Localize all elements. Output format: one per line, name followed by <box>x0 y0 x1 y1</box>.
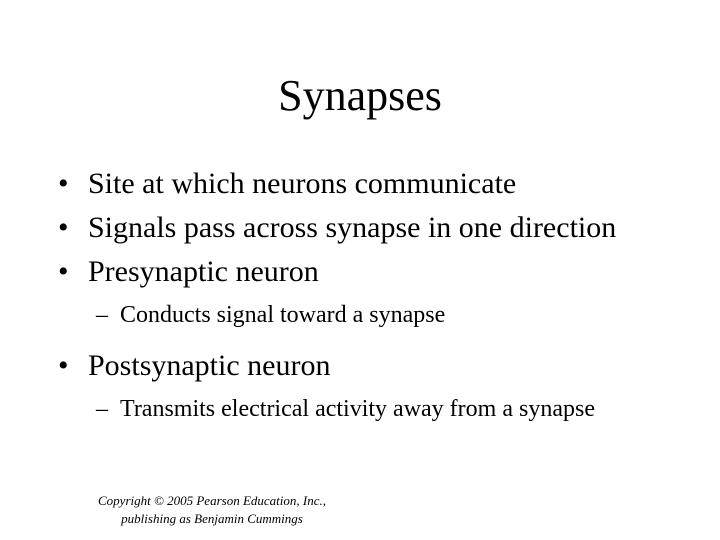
bullet-text: Postsynaptic neuron <box>88 349 331 382</box>
bullet-text: Site at which neurons communicate <box>88 167 517 200</box>
bullet-text: Signals pass across synapse in one direction <box>88 211 617 244</box>
bullet-marker: • <box>58 349 69 382</box>
slide-title: Synapses <box>278 71 442 120</box>
bullet-text: Presynaptic neuron <box>88 255 319 288</box>
sub-bullet-marker: – <box>96 396 108 422</box>
bullet-item <box>58 250 698 294</box>
bullet-marker: • <box>58 211 69 244</box>
bullet-item <box>58 344 698 388</box>
sub-bullet-item <box>58 392 620 426</box>
sub-bullet-marker: – <box>96 302 108 328</box>
copyright-notice <box>82 492 342 528</box>
bullet-marker: • <box>58 255 69 288</box>
sub-bullet-text: Transmits electrical activity away from a synapse <box>120 396 595 422</box>
bullet-marker: • <box>58 167 69 200</box>
sub-bullet-item <box>58 298 620 332</box>
bullet-item <box>58 162 698 206</box>
copyright-line: Copyright © 2005 Pearson Education, Inc., <box>98 493 326 508</box>
bullet-list <box>58 162 698 438</box>
bullet-item <box>58 206 698 250</box>
sub-bullet-text: Conducts signal toward a synapse <box>120 302 446 328</box>
publisher-line: publishing as Benjamin Cummings <box>121 511 303 526</box>
